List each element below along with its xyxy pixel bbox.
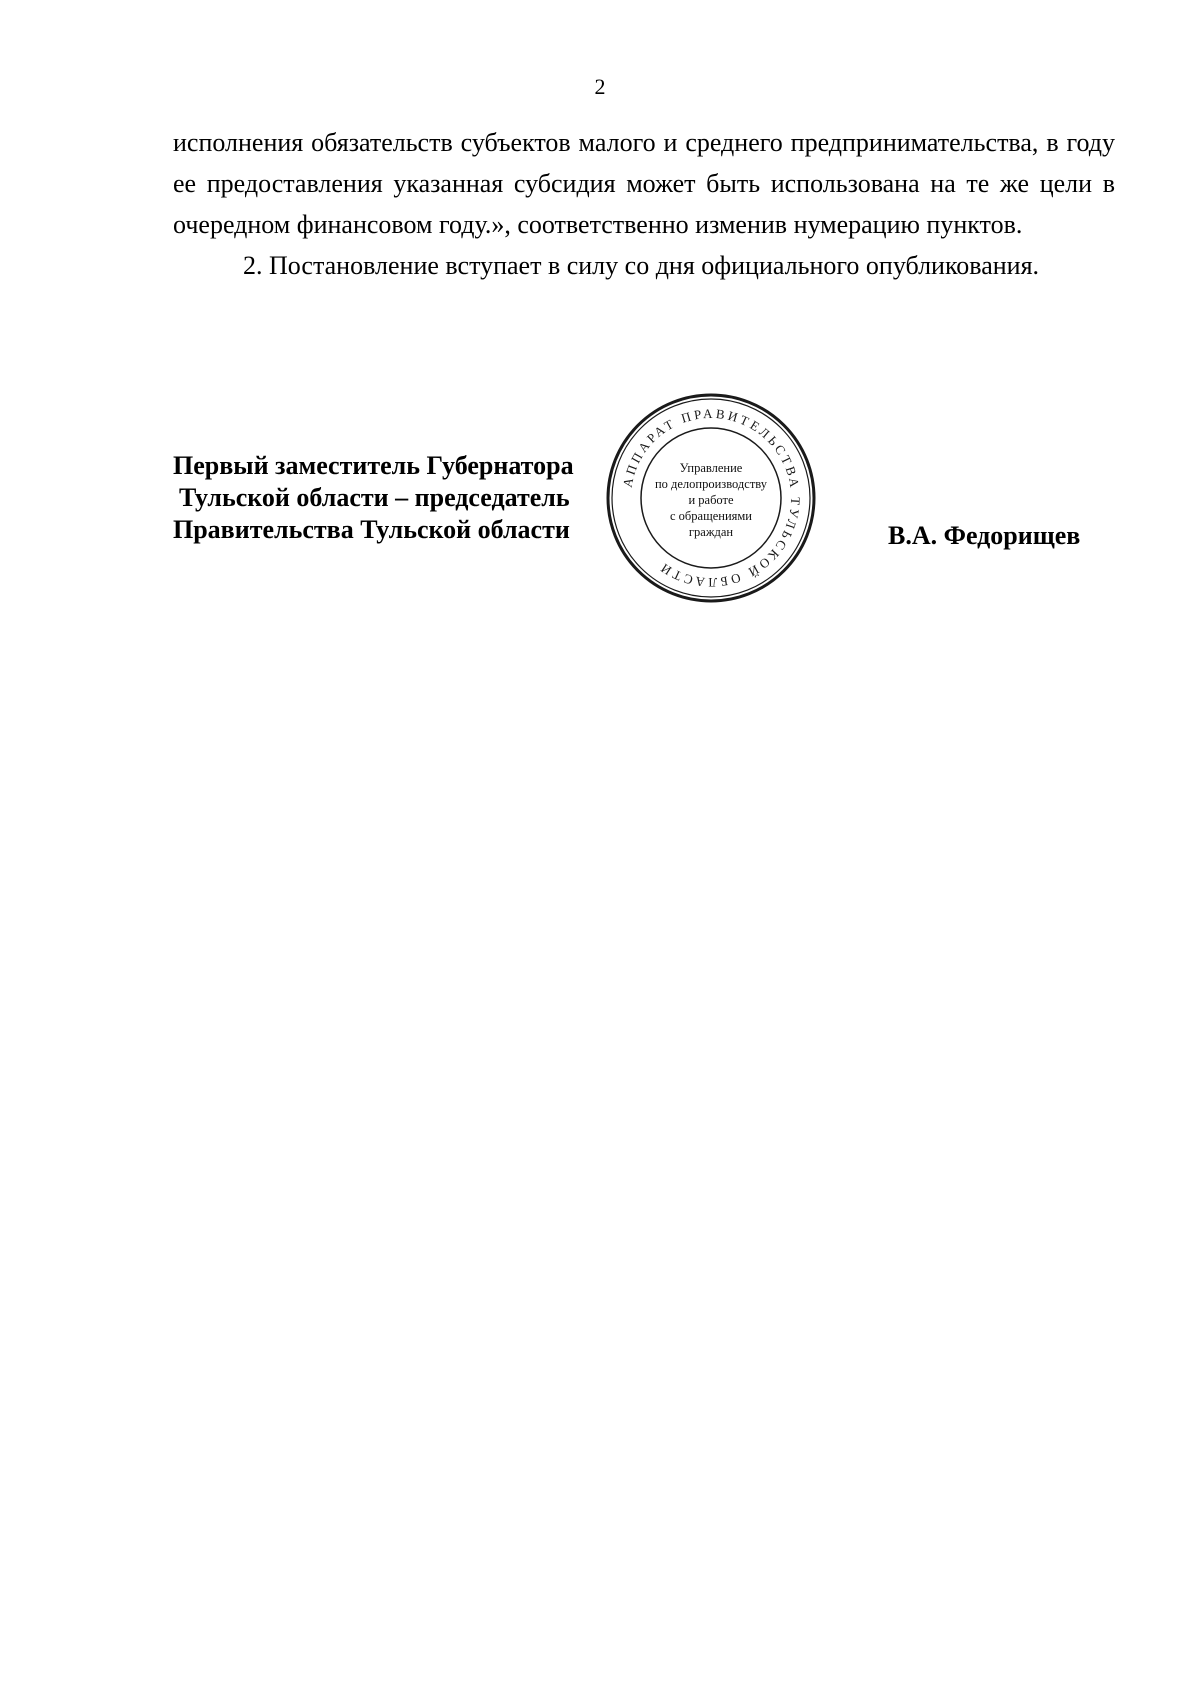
document-body: [173, 122, 1115, 286]
stamp-center-line-1: Управление: [679, 461, 743, 475]
stamp-center-line-2: по делопроизводству: [654, 477, 768, 491]
signatory-title-line-1: Первый заместитель Губернатора: [173, 451, 574, 480]
stamp-center-line-3: и работе: [688, 493, 734, 507]
page-number: 2: [594, 74, 606, 99]
paragraph-continuation: исполнения обязательств субъектов малого и среднего предпринимательства, в году ее предоставления указанная субсидия может быть использована на те же цели в очередном финансовом году.», соответственно изменив нумерацию пунктов.: [173, 128, 1115, 239]
stamp-center-line-5: граждан: [688, 525, 734, 539]
signatory-title-line-3: Правительства Тульской области: [173, 515, 570, 544]
signatory-title-line-2: Тульской области – председатель: [179, 483, 570, 512]
stamp-ring-text: АППАРАТ ПРАВИТЕЛЬСТВА ТУЛЬСКОЙ ОБЛАСТИ: [619, 405, 804, 591]
paragraph-effective-date: 2. Постановление вступает в силу со дня официального опубликования.: [243, 251, 1040, 280]
stamp-center-text: [639, 460, 783, 540]
stamp-center-line-4: с обращениями: [670, 509, 752, 523]
signatory-name: В.А. Федорищев: [888, 521, 1081, 550]
official-stamp: [605, 390, 817, 606]
